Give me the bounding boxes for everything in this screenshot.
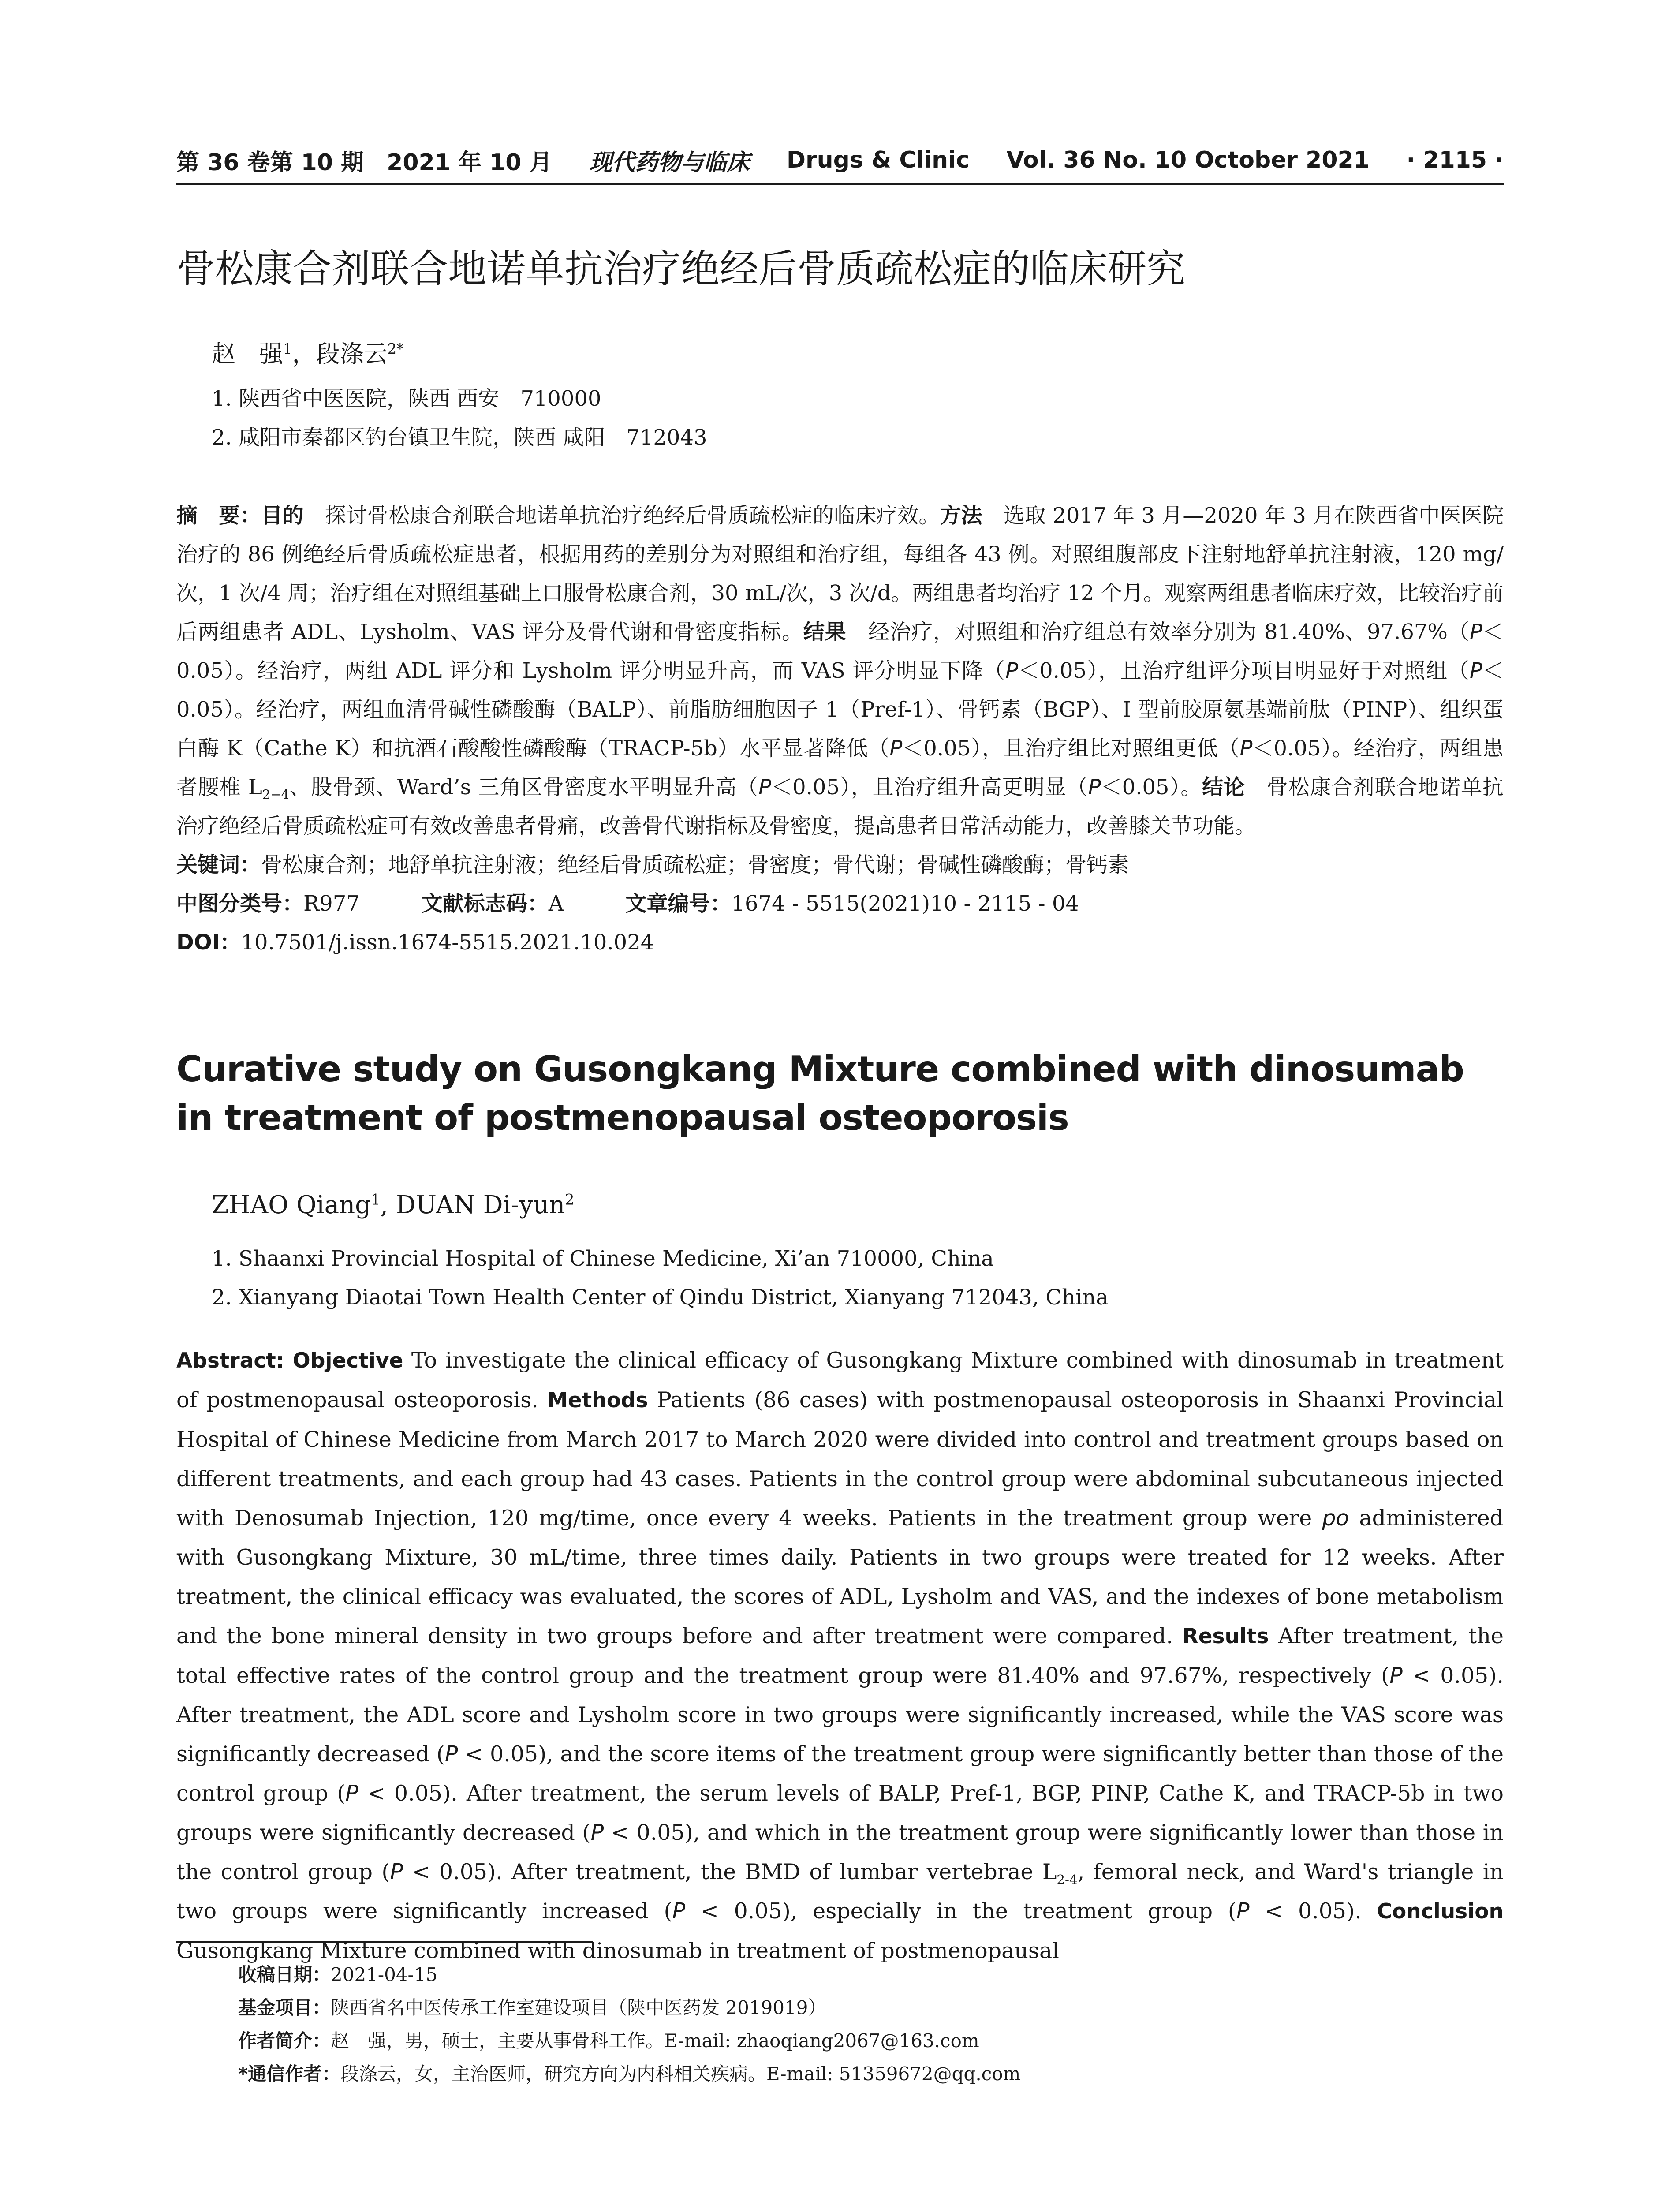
footnote-received <box>238 1958 1565 1991</box>
doi-label: DOI： <box>176 930 241 955</box>
en-results-3: ), and the score items of the treatment group were significantly better than those of the control group ( <box>176 1742 1504 1806</box>
cn-results-9: ）。 <box>1169 775 1202 800</box>
en-methods-label: Methods <box>547 1388 648 1413</box>
cn-author-sep: ， <box>292 340 316 368</box>
journal-cn: 现代药物与临床 <box>589 149 750 176</box>
p-symbol: P <box>1088 775 1101 800</box>
footnote-text: 赵 强，男，硕士，主要从事骨科工作。E-mail: zhaoqiang2067@163.com <box>331 2030 979 2052</box>
cn-objective: 探讨骨松康合剂联合地诺单抗治疗绝经后骨质疏松症的临床疗效。 <box>303 503 940 528</box>
footnote-rule <box>176 1941 593 1943</box>
doc-code-value: A <box>548 891 564 916</box>
en-affiliations <box>212 1239 1539 1317</box>
p-value: < 0.05 <box>604 1820 685 1845</box>
en-author-2: DUAN Di-yun <box>396 1191 565 1219</box>
en-author-1-sup: 1 <box>371 1191 381 1208</box>
p-value: < 0.05 <box>358 1781 443 1806</box>
p-value: < 0.05 <box>403 1859 488 1884</box>
en-results-8: ), especially in the treatment group ( <box>782 1899 1236 1924</box>
en-authors <box>212 1191 1539 1219</box>
p-value: < 0.05 <box>685 1899 782 1924</box>
p-value: ＜0.05 <box>176 620 1504 683</box>
en-author-2-sup: 2 <box>565 1191 575 1208</box>
footnote-funding <box>238 1991 1565 2024</box>
clc-label: 中图分类号： <box>176 891 304 916</box>
cn-abstract-body <box>176 496 1504 845</box>
doi-value[interactable]: 10.7501/j.issn.1674-5515.2021.10.024 <box>241 930 654 955</box>
cn-affiliation-2: 2. 咸阳市秦都区钓台镇卫生院，陕西 咸阳 712043 <box>212 425 707 450</box>
p-value: ＜0.05 <box>176 658 1504 722</box>
running-header <box>176 140 1504 180</box>
p-symbol: P <box>1470 620 1482 644</box>
p-symbol: P <box>390 1859 403 1884</box>
p-value: < 0.05 <box>1249 1899 1347 1924</box>
cn-keywords <box>176 845 1504 884</box>
cn-results-4: ）。经治疗，两组血清骨碱性磷酸酶（BALP）、前脂肪细胞因子 1（Pref-1）、骨钙素（BGP）、I 型前胶原氨基端前肽（PINP）、组织蛋白酶 K（Cathe K）和抗酒石酸酸性磷酸酶（TRACP-5b）水平显著降低（ <box>176 697 1504 761</box>
p-symbol: P <box>1236 1899 1250 1924</box>
en-objective: To investigate the clinical efficacy of Gusongkang Mixture combined with dinosumab in treatment of postmenopausal osteoporosis. <box>176 1348 1504 1413</box>
p-value: ＜0.05 <box>1018 658 1087 683</box>
en-results-1: After treatment, the total effective rates of the control group and the treatment group were 81.40% and 97.67%, respectively ( <box>176 1623 1504 1688</box>
en-abstract <box>176 1341 1504 1970</box>
p-value: < 0.05 <box>1402 1663 1489 1688</box>
footnote-text: 2021-04-15 <box>331 1964 438 1985</box>
p-symbol: P <box>758 775 772 800</box>
p-value: ＜0.05 <box>771 775 840 800</box>
footnote-label: *通信作者： <box>238 2063 340 2085</box>
cn-results-2: ）。经治疗，两组 ADL 评分和 Lysholm 评分明显升高，而 VAS 评分明显下降（ <box>223 658 1006 683</box>
article-no-value: 1674 - 5515(2021)10 - 2115 - 04 <box>731 891 1079 916</box>
p-value: ＜0.05 <box>1101 775 1169 800</box>
p-value: ＜0.05 <box>902 736 971 761</box>
en-results-2: ). After treatment, the ADL score and Lysholm score in two groups were significantly increased, while the VAS score was significantly decreased ( <box>176 1663 1504 1767</box>
p-symbol: P <box>889 736 903 761</box>
en-results-6: ). After treatment, the BMD of lumbar vertebrae L <box>487 1859 1057 1884</box>
en-results-5: ), and which in the treatment group were significantly lower than those in the control group ( <box>176 1820 1504 1884</box>
en-author-sep: , <box>380 1191 396 1219</box>
doc-code-label: 文献标志码： <box>421 891 549 916</box>
footnote-label: 基金项目： <box>238 1997 331 2018</box>
cn-results-8: ），且治疗组升高更明显（ <box>840 775 1088 800</box>
cn-results-3: ），且治疗组评分项目明显好于对照组（ <box>1086 658 1470 683</box>
cn-author-1: 赵 强 <box>212 340 283 368</box>
cn-author-2-sup: 2* <box>387 340 404 357</box>
cn-results-6: ）。经治疗，两组患者腰椎 L <box>176 736 1504 800</box>
lumbar-subscript: 2−4 <box>262 787 289 802</box>
header-rule <box>176 183 1504 185</box>
cn-authors <box>212 335 1539 369</box>
footnote-text: 陕西省名中医传承工作室建设项目（陕中医药发 2019019） <box>331 1997 827 2018</box>
en-affiliation-2: 2. Xianyang Diaotai Town Health Center of Qindu District, Xianyang 712043, China <box>212 1285 1109 1310</box>
cn-results-label: 结果 <box>803 620 847 644</box>
cn-results-7: 、股骨颈、Ward’s 三角区骨密度水平明显升高（ <box>289 775 759 800</box>
cn-results-1: 经治疗，对照组和治疗组总有效率分别为 81.40%、97.67%（ <box>846 620 1470 644</box>
footnote-text: 段涤云，女，主治医师，研究方向为内科相关疾病。E-mail: 51359672@qq.com <box>340 2063 1021 2085</box>
cn-title: 骨松康合剂联合地诺单抗治疗绝经后骨质疏松症的临床研究 <box>176 246 1186 292</box>
footnote-corresponding <box>238 2057 1565 2090</box>
keywords-label: 关键词： <box>176 852 261 877</box>
footnote-label: 作者简介： <box>238 2030 331 2052</box>
en-conclusion-label: Conclusion <box>1377 1899 1504 1924</box>
p-symbol: P <box>672 1899 686 1924</box>
cn-author-2: 段涤云 <box>316 340 388 368</box>
p-symbol: P <box>1389 1663 1403 1688</box>
en-results-7: , femoral neck, and Ward's triangle in two groups were significantly increased ( <box>176 1859 1504 1924</box>
doi-line <box>176 923 1504 962</box>
cn-abstract-label: 摘 要： <box>176 503 261 528</box>
en-methods-2: administered with Gusongkang Mixture, 30 mL/time, three times daily. Patients in two groups were treated for 12 weeks. After treatment, the clinical efficacy was evaluated, the scores of ADL, Lysholm and VAS, and the indexes of bone metabolism and the bone mineral density in two groups before and after treatment were compared. <box>176 1506 1504 1648</box>
p-symbol: P <box>1470 658 1482 683</box>
p-value: ＜0.05 <box>1252 736 1321 761</box>
en-affiliation-1: 1. Shaanxi Provincial Hospital of Chinese Medicine, Xi’an 710000, China <box>212 1246 994 1271</box>
en-author-1: ZHAO Qiang <box>212 1191 371 1219</box>
en-title: Curative study on Gusongkang Mixture combined with dinosumab in treatment of postmenopausal osteoporosis <box>176 1049 1464 1138</box>
footnote-label: 收稿日期： <box>238 1964 331 1985</box>
cn-methods: 选取 2017 年 3 月—2020 年 3 月在陕西省中医医院治疗的 86 例绝经后骨质疏松症患者，根据用药的差别分为对照组和治疗组，每组各 43 例。对照组腹部皮下注射地舒单抗注射液，120 mg/次，1 次/4 周；治疗组在对照组基础上口服骨松康合剂，30 mL/次，3 次/d。两组患者均治疗 12 个月。观察两组患者临床疗效，比较治疗前后两组患者 ADL、Lysholm、VAS 评分及骨代谢和骨密度指标。 <box>176 503 1504 644</box>
en-methods-1: Patients (86 cases) with postmenopausal osteoporosis in Shaanxi Provincial Hospital of Chinese Medicine from March 2017 to March 2020 were divided into control and treatment groups based on different treatments, and each group had 43 cases. Patients in the control group were abdominal subcutaneous injected with Denosumab Injection, 120 mg/time, once every 4 weeks. Patients in the treatment group were <box>176 1387 1504 1531</box>
p-symbol: P <box>1239 736 1253 761</box>
p-symbol: P <box>1005 658 1019 683</box>
page-number: · 2115 · <box>1406 147 1504 173</box>
cn-abstract <box>176 496 1504 962</box>
lumbar-subscript: 2-4 <box>1057 1872 1078 1887</box>
cn-affiliation-1: 1. 陕西省中医医院，陕西 西安 710000 <box>212 386 601 411</box>
article-no-label: 文章编号： <box>625 891 732 916</box>
classification-line <box>176 884 1504 923</box>
cn-conclusion: 骨松康合剂联合地诺单抗治疗绝经后骨质疏松症可有效改善患者骨痛，改善骨代谢指标及骨密度，提高患者日常活动能力，改善膝关节功能。 <box>176 775 1504 838</box>
en-conclusion: Gusongkang Mixture combined with dinosumab in treatment of postmenopausal <box>176 1938 1059 1963</box>
footnote-author-bio <box>238 2024 1565 2057</box>
cn-results-5: ），且治疗组比对照组更低（ <box>971 736 1240 761</box>
po-abbrev: po <box>1322 1506 1349 1531</box>
p-value: < 0.05 <box>458 1742 538 1767</box>
cn-objective-label: 目的 <box>261 503 304 528</box>
cn-methods-label: 方法 <box>940 503 982 528</box>
cn-affiliations <box>212 379 1539 457</box>
en-results-label: Results <box>1182 1624 1269 1648</box>
journal-en: Drugs & Clinic <box>786 147 970 173</box>
issue-en: Vol. 36 No. 10 October 2021 <box>1006 147 1370 173</box>
p-symbol: P <box>345 1781 358 1806</box>
clc-value: R977 <box>303 891 360 916</box>
issue-cn: 第 36 卷第 10 期 2021 年 10 月 <box>176 149 553 176</box>
p-symbol: P <box>444 1742 458 1767</box>
en-results-4: ). After treatment, the serum levels of BALP, Pref-1, BGP, PINP, Cathe K, and TRACP-5b in two groups were significantly decreased ( <box>176 1781 1504 1845</box>
keywords-text: 骨松康合剂；地舒单抗注射液；绝经后骨质疏松症；骨密度；骨代谢；骨碱性磷酸酶；骨钙素 <box>261 852 1129 877</box>
cn-author-1-sup: 1 <box>283 340 292 357</box>
en-results-9: ). <box>1346 1899 1377 1924</box>
footnotes <box>238 1958 1565 2090</box>
en-abstract-label: Abstract: Objective <box>176 1349 403 1373</box>
cn-conclusion-label: 结论 <box>1202 775 1246 800</box>
p-symbol: P <box>590 1820 604 1845</box>
